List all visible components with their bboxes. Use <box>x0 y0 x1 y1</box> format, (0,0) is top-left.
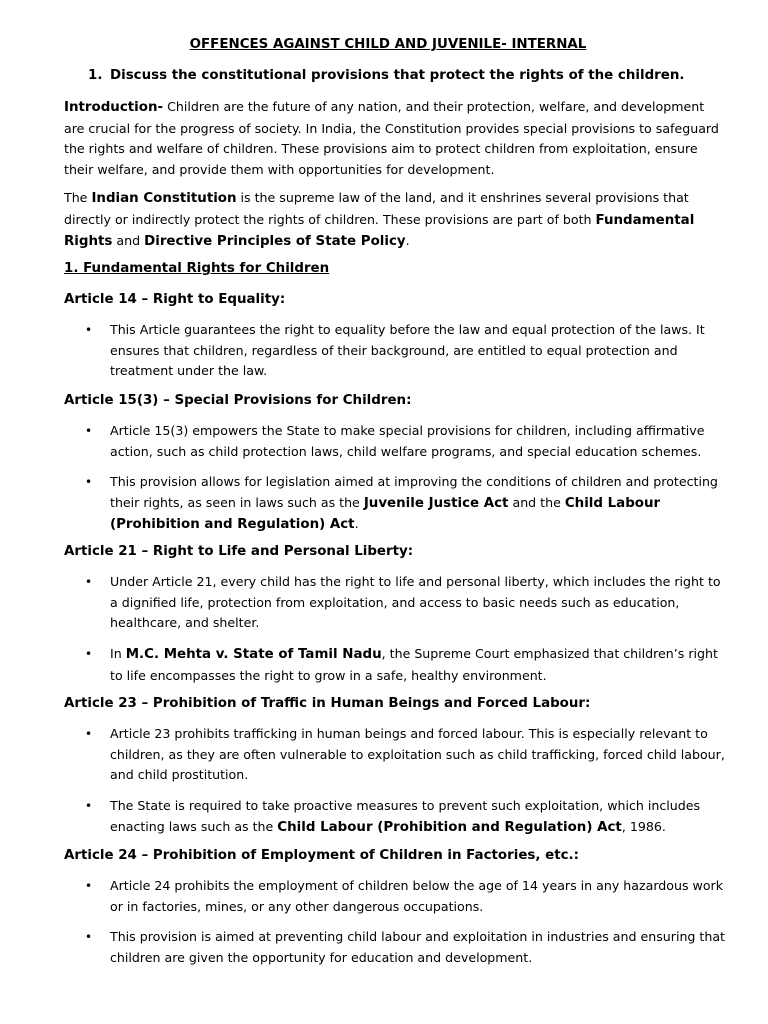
text-run: and the <box>508 494 565 510</box>
bullet-icon: • <box>85 930 93 944</box>
question-1 <box>88 66 684 87</box>
text-run: is the supreme law of the land, and it enshrines several provisions that directly or indirectly protect the rights of children. These provisions are part of both <box>64 190 689 227</box>
list-item <box>85 644 725 686</box>
article-23-point-2 <box>110 796 725 838</box>
bullet-icon: • <box>85 424 93 438</box>
article-15-point-1: Article 15(3) empowers the State to make special provisions for children, including affirmative action, such as child protection laws, child welfare programs, and special education schemes. <box>110 423 705 459</box>
bold-child-labour-act-1986: Child Labour (Prohibition and Regulation) Act <box>277 819 622 835</box>
article-14-point-1: This Article guarantees the right to equality before the law and equal protection of the laws. It ensures that children, regardless of their background, are entitled to equal protection and treatment under the law. <box>110 322 705 379</box>
list-item <box>85 796 725 838</box>
bullet-icon: • <box>85 647 93 661</box>
bullet-icon: • <box>85 799 93 813</box>
bold-case-name: M.C. Mehta v. State of Tamil Nadu <box>125 647 382 662</box>
text-run: and <box>112 233 145 249</box>
article-21-heading: Article 21 – Right to Life and Personal Liberty: <box>64 544 414 559</box>
bold-indian-constitution: Indian Constitution <box>91 191 237 206</box>
bullet-icon: • <box>85 323 93 337</box>
bold-child-labour-act: Child Labour (Prohibition and Regulation) Act <box>110 495 661 533</box>
text-run: . <box>405 233 410 249</box>
list-item <box>85 724 725 786</box>
list-item <box>85 572 725 634</box>
document-title: OFFENCES AGAINST CHILD AND JUVENILE- INTERNAL <box>189 37 587 52</box>
constitution-paragraph <box>64 188 720 253</box>
article-24-heading: Article 24 – Prohibition of Employment of Children in Factories, etc.: <box>64 848 579 863</box>
text-run: The State is required to take proactive measures to prevent such exploitation, which includes enacting laws such as the <box>110 798 701 834</box>
article-23-point-1: Article 23 prohibits trafficking in human beings and forced labour. This is especially relevant to children, as they are often vulnerable to exploitation such as child trafficking, forced child labour, and child prostitution. <box>110 726 725 783</box>
article-24-point-2: This provision is aimed at preventing child labour and exploitation in industries and ensuring that children are given the opportunity for education and development. <box>110 929 725 965</box>
text-run: This provision allows for legislation aimed at improving the conditions of children and protecting their rights, as seen in laws such as the <box>110 474 718 510</box>
article-24-point-1: Article 24 prohibits the employment of children below the age of 14 years in any hazardous work or in factories, mines, or any other dangerous occupations. <box>110 878 724 914</box>
article-23-heading: Article 23 – Prohibition of Traffic in Human Beings and Forced Labour: <box>64 696 591 711</box>
article-15-point-2 <box>110 472 725 536</box>
article-21-point-1: Under Article 21, every child has the right to life and personal liberty, which includes the right to a dignified life, protection from exploitation, and access to basic needs such as education, healthcare, and shelter. <box>110 574 721 631</box>
intro-lead: Introduction- <box>64 100 164 115</box>
bold-juvenile-justice-act: Juvenile Justice Act <box>363 495 509 511</box>
article-15-heading: Article 15(3) – Special Provisions for Children: <box>64 393 412 408</box>
list-item <box>85 927 725 968</box>
bold-fundamental-rights: Fundamental Rights <box>64 212 695 250</box>
list-item <box>85 472 725 536</box>
list-item <box>85 876 725 917</box>
text-run: , 1986. <box>621 818 666 834</box>
intro-text: Children are the future of any nation, and their protection, welfare, and development are crucial for the progress of society. In India, the Constitution provides special provisions to safeguard the rights and welfare of children. These provisions aim to protect children from exploitation, ensure their welfare, and provide them with opportunities for development. <box>64 99 719 177</box>
bold-directive-principles: Directive Principles of State Policy <box>144 234 406 250</box>
section-heading-fundamental-rights: 1. Fundamental Rights for Children <box>64 261 330 276</box>
article-14-heading: Article 14 – Right to Equality: <box>64 292 286 307</box>
bullet-icon: • <box>85 879 93 893</box>
list-item <box>85 320 725 382</box>
question-number: 1. <box>88 68 103 83</box>
text-run: , the Supreme Court emphasized that children’s right to life encompasses the right to grow in a safe, healthy environment. <box>110 646 718 683</box>
bullet-icon: • <box>85 475 93 489</box>
bullet-icon: • <box>85 727 93 741</box>
text-run: . <box>354 516 359 532</box>
question-text: Discuss the constitutional provisions that protect the rights of the children. <box>110 68 685 83</box>
list-item <box>85 421 725 462</box>
text-run: In <box>110 646 126 661</box>
bullet-icon: • <box>85 575 93 589</box>
text-run: The <box>64 190 92 205</box>
article-21-point-2 <box>110 644 725 686</box>
intro-paragraph <box>64 97 720 180</box>
